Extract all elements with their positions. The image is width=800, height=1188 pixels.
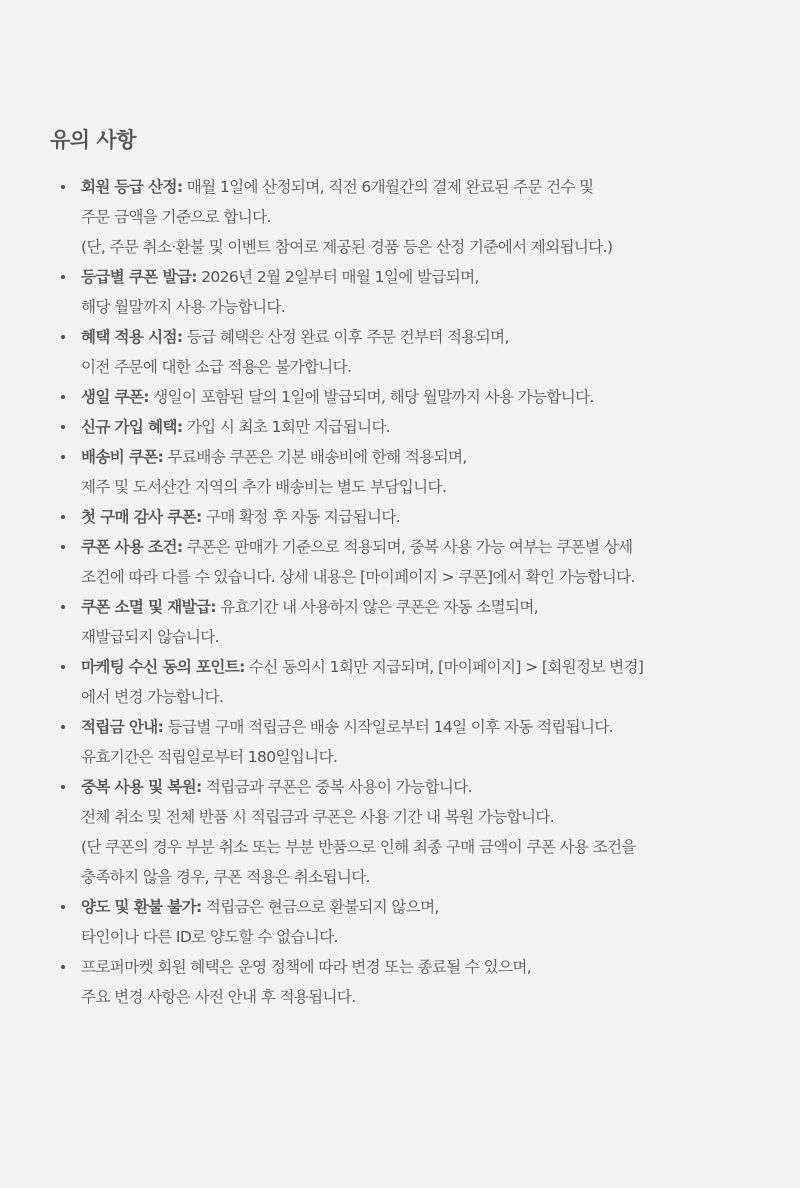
notice-item-label: 적립금 안내: bbox=[81, 718, 164, 736]
notice-item-line bbox=[81, 892, 750, 922]
notice-section bbox=[50, 124, 750, 1012]
bullet-icon bbox=[61, 455, 65, 459]
notice-item-text: 주요 변경 사항은 사전 안내 후 적용됩니다. bbox=[81, 988, 356, 1006]
notice-item bbox=[50, 712, 750, 772]
notice-item-line bbox=[81, 832, 750, 862]
notice-item bbox=[50, 502, 750, 532]
notice-item-line bbox=[81, 922, 750, 952]
notice-item-line bbox=[81, 862, 750, 892]
notice-item bbox=[50, 772, 750, 892]
notice-item bbox=[50, 892, 750, 952]
notice-item-text: 에서 변경 가능합니다. bbox=[81, 688, 224, 706]
bullet-icon bbox=[61, 425, 65, 429]
notice-item-line bbox=[81, 802, 750, 832]
notice-item-line bbox=[81, 742, 750, 772]
notice-item-line bbox=[81, 652, 750, 682]
notice-item-text: 전체 취소 및 전체 반품 시 적립금과 쿠폰은 사용 기간 내 복원 가능합니다. bbox=[81, 808, 555, 826]
notice-item-line bbox=[81, 952, 750, 982]
notice-item-text: 적립금과 쿠폰은 중복 사용이 가능합니다. bbox=[201, 778, 472, 796]
notice-item-text: 재발급되지 않습니다. bbox=[81, 628, 220, 646]
notice-item-text: 2026년 2월 2일부터 매월 1일에 발급되며, bbox=[196, 268, 479, 286]
notice-item-label: 회원 등급 산정: bbox=[81, 178, 183, 196]
notice-item-line bbox=[81, 352, 750, 382]
notice-item-line bbox=[81, 682, 750, 712]
notice-item-label: 생일 쿠폰: bbox=[81, 388, 149, 406]
notice-item-text: 쿠폰은 판매가 기준으로 적용되며, 중복 사용 가능 여부는 쿠폰별 상세 bbox=[182, 538, 633, 556]
notice-item-label: 중복 사용 및 복원: bbox=[81, 778, 202, 796]
notice-item-text: 가입 시 최초 1회만 지급됩니다. bbox=[182, 418, 391, 436]
notice-item-text: 해당 월말까지 사용 가능합니다. bbox=[81, 298, 286, 316]
notice-item bbox=[50, 412, 750, 442]
notice-item-line bbox=[81, 442, 750, 472]
notice-item-line bbox=[81, 982, 750, 1012]
notice-item-label: 혜택 적용 시점: bbox=[81, 328, 183, 346]
notice-item bbox=[50, 532, 750, 592]
bullet-icon bbox=[61, 335, 65, 339]
notice-item-line bbox=[81, 622, 750, 652]
bullet-icon bbox=[61, 185, 65, 189]
notice-item-line bbox=[81, 562, 750, 592]
notice-item-text: 등급 혜택은 산정 완료 이후 주문 건부터 적용되며, bbox=[182, 328, 509, 346]
notice-item-text: 타인이나 다른 ID로 양도할 수 없습니다. bbox=[81, 928, 338, 946]
notice-item bbox=[50, 952, 750, 1012]
notice-item-text: (단 쿠폰의 경우 부분 취소 또는 부분 반품으로 인해 최종 구매 금액이 쿠폰 사용 조건을 bbox=[81, 838, 636, 856]
notice-item-text: 충족하지 않을 경우, 쿠폰 적용은 취소됩니다. bbox=[81, 868, 371, 886]
notice-item-line bbox=[81, 382, 750, 412]
notice-item bbox=[50, 652, 750, 712]
bullet-icon bbox=[61, 275, 65, 279]
bullet-icon bbox=[61, 515, 65, 519]
notice-item-text: 유효기간 내 사용하지 않은 쿠폰은 자동 소멸되며, bbox=[215, 598, 539, 616]
notice-item-text: (단, 주문 취소·환불 및 이벤트 참여로 제공된 경품 등은 산정 기준에서 제외됩니다.) bbox=[81, 238, 613, 256]
notice-item bbox=[50, 382, 750, 412]
notice-item-text: 무료배송 쿠폰은 기본 배송비에 한해 적용되며, bbox=[163, 448, 467, 466]
bullet-icon bbox=[61, 725, 65, 729]
notice-item-label: 등급별 쿠폰 발급: bbox=[81, 268, 197, 286]
notice-item-text: 주문 금액을 기준으로 합니다. bbox=[81, 208, 271, 226]
bullet-icon bbox=[61, 395, 65, 399]
notice-item-text: 조건에 따라 다를 수 있습니다. 상세 내용은 [마이페이지 > 쿠폰]에서 확인 가능합니다. bbox=[81, 568, 635, 586]
notice-item-label: 배송비 쿠폰: bbox=[81, 448, 164, 466]
notice-item-line bbox=[81, 292, 750, 322]
notice-item-line bbox=[81, 232, 750, 262]
notice-item-line bbox=[81, 322, 750, 352]
notice-item-label: 쿠폰 사용 조건: bbox=[81, 538, 183, 556]
notice-item-line bbox=[81, 412, 750, 442]
notice-item-text: 구매 확정 후 자동 지급됩니다. bbox=[201, 508, 401, 526]
notice-item-text: 생일이 포함된 달의 1일에 발급되며, 해당 월말까지 사용 가능합니다. bbox=[148, 388, 594, 406]
bullet-icon bbox=[61, 545, 65, 549]
notice-item bbox=[50, 592, 750, 652]
notice-item-line bbox=[81, 712, 750, 742]
bullet-icon bbox=[61, 665, 65, 669]
notice-item-line bbox=[81, 592, 750, 622]
notice-item-line bbox=[81, 502, 750, 532]
notice-item-line bbox=[81, 472, 750, 502]
bullet-icon bbox=[61, 605, 65, 609]
notice-item-text: 이전 주문에 대한 소급 적용은 불가합니다. bbox=[81, 358, 352, 376]
notice-item-text: 매월 1일에 산정되며, 직전 6개월간의 결제 완료된 주문 건수 및 bbox=[182, 178, 594, 196]
notice-item-text: 수신 동의시 1회만 지급되며, [마이페이지] > [회원정보 변경] bbox=[244, 658, 644, 676]
notice-item bbox=[50, 172, 750, 262]
notice-item-text: 등급별 구매 적립금은 배송 시작일로부터 14일 이후 자동 적립됩니다. bbox=[163, 718, 614, 736]
notice-title: 유의 사항 bbox=[50, 128, 136, 152]
notice-item-label: 마케팅 수신 동의 포인트: bbox=[81, 658, 245, 676]
bullet-icon bbox=[61, 905, 65, 909]
bullet-icon bbox=[61, 785, 65, 789]
notice-item bbox=[50, 262, 750, 322]
notice-item-label: 신규 가입 혜택: bbox=[81, 418, 183, 436]
notice-item-text: 적립금은 현금으로 환불되지 않으며, bbox=[201, 898, 439, 916]
notice-list bbox=[50, 172, 750, 1012]
notice-item-line bbox=[81, 172, 750, 202]
notice-item-line bbox=[81, 262, 750, 292]
notice-item bbox=[50, 442, 750, 502]
notice-item-label: 쿠폰 소멸 및 재발급: bbox=[81, 598, 216, 616]
notice-item-line bbox=[81, 772, 750, 802]
notice-item bbox=[50, 322, 750, 382]
bullet-icon bbox=[61, 965, 65, 969]
notice-item-line bbox=[81, 202, 750, 232]
notice-item-text: 제주 및 도서산간 지역의 추가 배송비는 별도 부담입니다. bbox=[81, 478, 447, 496]
notice-item-label: 양도 및 환불 불가: bbox=[81, 898, 202, 916]
notice-item-text: 프로퍼마켓 회원 혜택은 운영 정책에 따라 변경 또는 종료될 수 있으며, bbox=[81, 958, 532, 976]
notice-item-label: 첫 구매 감사 쿠폰: bbox=[81, 508, 202, 526]
notice-item-text: 유효기간은 적립일로부터 180일입니다. bbox=[81, 748, 338, 766]
notice-item-line bbox=[81, 532, 750, 562]
